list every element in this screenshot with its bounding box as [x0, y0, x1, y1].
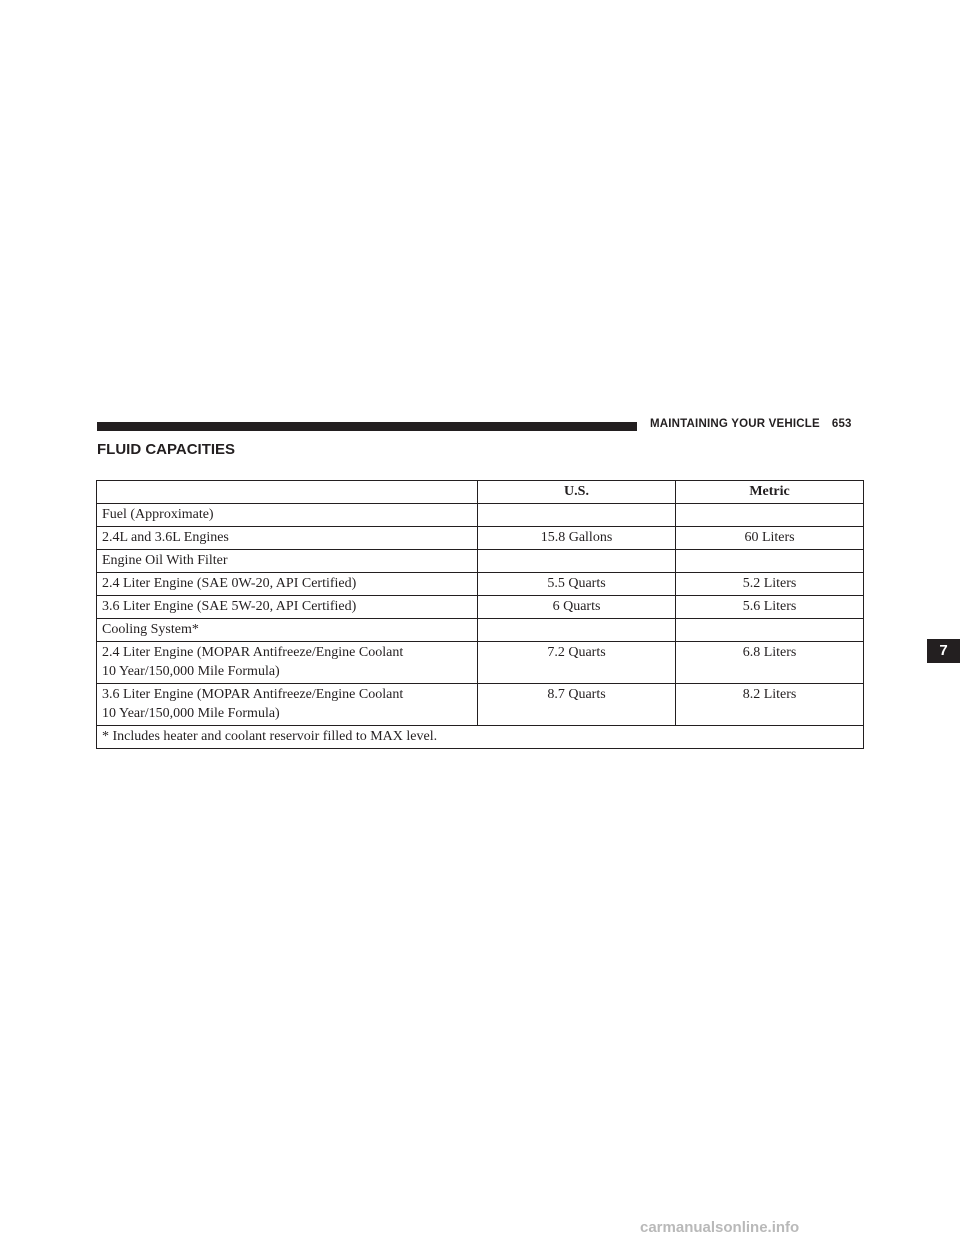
row-us: 15.8 Gallons [477, 527, 675, 550]
running-header-section: MAINTAINING YOUR VEHICLE [650, 418, 820, 430]
table-row [97, 504, 864, 527]
row-us [477, 619, 675, 642]
watermark: carmanualsonline.info [640, 1219, 800, 1236]
table-row [97, 527, 864, 550]
row-us: 6 Quarts [477, 596, 675, 619]
running-header [650, 418, 865, 430]
row-label [97, 642, 478, 684]
row-us [477, 550, 675, 573]
row-label-line: 3.6 Liter Engine (MOPAR Antifreeze/Engine Coolant [102, 687, 404, 702]
row-label-line: 10 Year/150,000 Mile Formula) [102, 706, 280, 721]
row-metric: 60 Liters [676, 527, 864, 550]
row-us: 8.7 Quarts [477, 684, 675, 726]
table-footnote-row [97, 726, 864, 749]
page-title: FLUID CAPACITIES [97, 441, 236, 458]
row-label: 2.4 Liter Engine (SAE 0W-20, API Certified) [97, 573, 478, 596]
row-metric: 8.2 Liters [676, 684, 864, 726]
row-us [477, 504, 675, 527]
row-label-line: 10 Year/150,000 Mile Formula) [102, 664, 280, 679]
column-header-item [97, 481, 478, 504]
header-rule [97, 422, 637, 431]
row-label: 3.6 Liter Engine (SAE 5W-20, API Certified) [97, 596, 478, 619]
table-row [97, 684, 864, 726]
row-label: Fuel (Approximate) [97, 504, 478, 527]
row-metric [676, 504, 864, 527]
table-footnote: * Includes heater and coolant reservoir filled to MAX level. [97, 726, 864, 749]
table-row [97, 619, 864, 642]
row-metric [676, 619, 864, 642]
row-metric: 6.8 Liters [676, 642, 864, 684]
table-row [97, 642, 864, 684]
row-label: 2.4L and 3.6L Engines [97, 527, 478, 550]
row-metric [676, 550, 864, 573]
fluid-capacities-table [96, 480, 864, 749]
row-label [97, 684, 478, 726]
row-label: Engine Oil With Filter [97, 550, 478, 573]
chapter-tab: 7 [927, 639, 960, 663]
row-label-line: 2.4 Liter Engine (MOPAR Antifreeze/Engine Coolant [102, 645, 404, 660]
table-row [97, 573, 864, 596]
column-header-us: U.S. [477, 481, 675, 504]
table-row [97, 550, 864, 573]
row-us: 5.5 Quarts [477, 573, 675, 596]
row-label: Cooling System* [97, 619, 478, 642]
row-metric: 5.6 Liters [676, 596, 864, 619]
table-header-row [97, 481, 864, 504]
table-row [97, 596, 864, 619]
row-us: 7.2 Quarts [477, 642, 675, 684]
column-header-metric: Metric [676, 481, 864, 504]
page-number: 653 [831, 418, 852, 430]
row-metric: 5.2 Liters [676, 573, 864, 596]
